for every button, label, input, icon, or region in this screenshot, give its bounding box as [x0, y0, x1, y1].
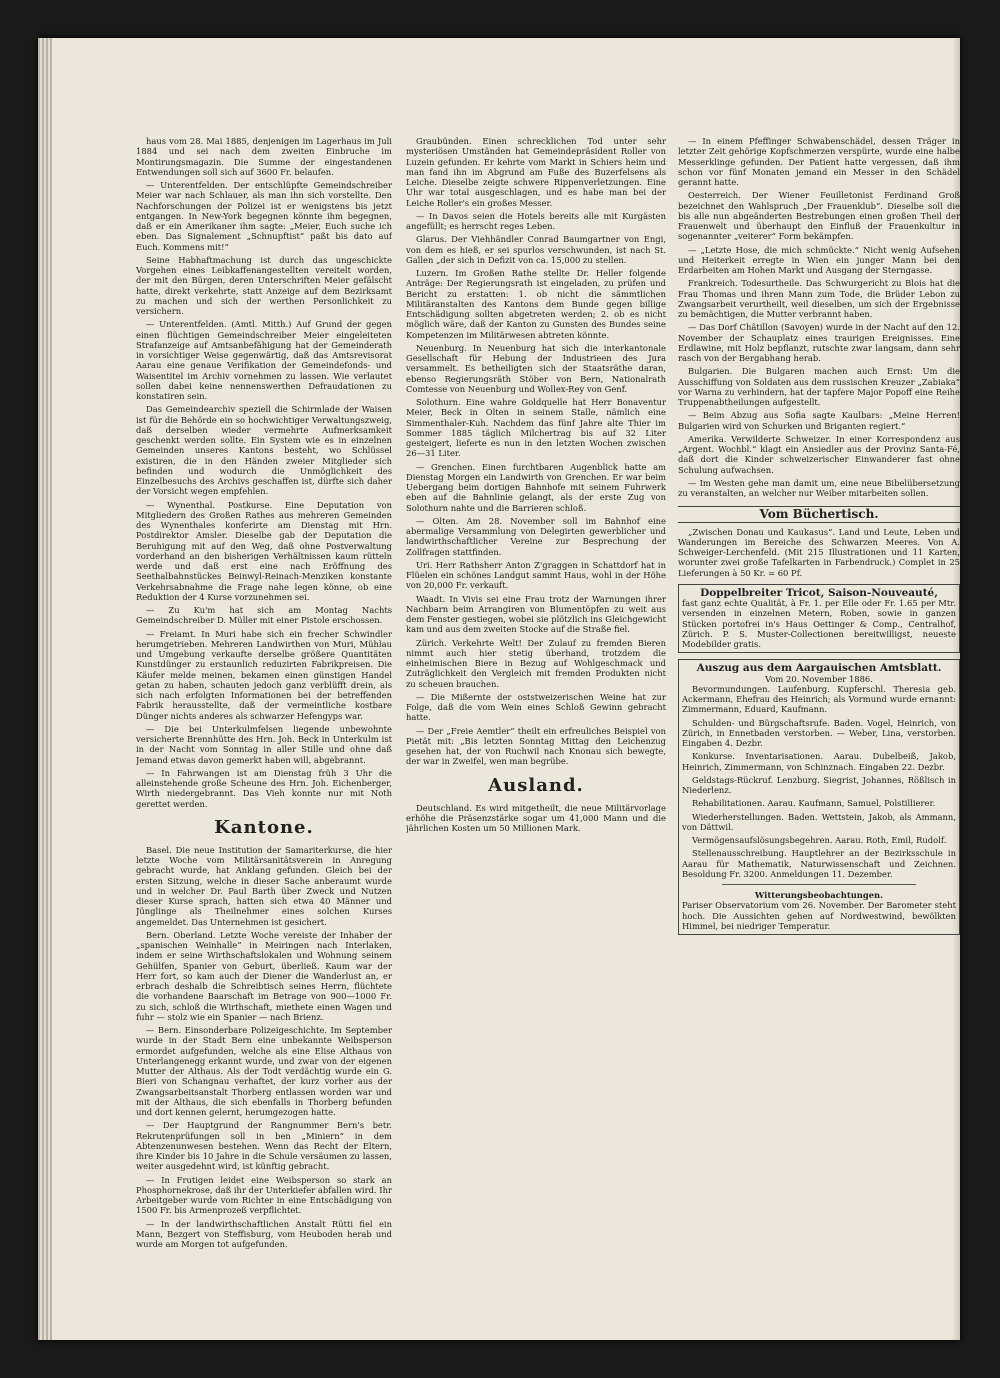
- section-title-buechertisch: Vom Büchertisch.: [678, 506, 960, 522]
- amtsblatt-items: [682, 684, 956, 879]
- column1-a-paragraph: haus vom 28. Mai 1885, denjenigen im Lagerhaus im Juli 1884 und sei nach dem zweiten Einbruche im Montirungsmagazin. Die Summe der eingestandenen Entwendungen soll sich auf 3600 Fr. belaufen.: [136, 136, 392, 177]
- column1-a-paragraph: — Unterentfelden. Der entschlüpfte Gemeindschreiber Meier war nach Schlauer, als man ihn sich vorstellte. Den Nachforschungen der Polizei ist er wenigstens bis jetzt entgangen. In New-York begegnen könnte ihm begegnen, daß er ein Amerikaner ihm sagte: „Meier, Euch suche ich eben. Das Signalement „Schnupftist“ paßt bis dato auf Euch. Kommens mit!“: [136, 180, 392, 252]
- column2-a-paragraph: Solothurn. Eine wahre Goldquelle hat Herr Bonaventur Meier, Beck in Olten in seinem Stalle, nämlich eine Simmenthaler-Kuh. Nachdem das fünf Jahre alte Thier im Sommer 1885 täglich Milchertrag bis auf 32 Liter gesteigert, lieferte es nun in den letzten Wochen zwischen 26—31 Liter.: [406, 397, 666, 459]
- amtsblatt-date: Vom 20. November 1886.: [765, 673, 873, 684]
- newspaper-page: [38, 38, 960, 1340]
- column2-a-paragraph: Luzern. Im Großen Rathe stellte Dr. Heller folgende Anträge: Der Regierungsrath ist eingeladen, zu prüfen und Bericht zu erstatten: 1. ob nicht die sämmtlichen Militäranstalten des Kantons dem Bunde gegen billige Entschädigung sollten abgetreten werden; 2. ob es nicht möglich wäre, daß der Kanton zu Gunsten des Bundes seine Kompetenzen im Militärwesen abtreten könnte.: [406, 268, 666, 340]
- column1-b-paragraph: Basel. Die neue Institution der Samariterkurse, die hier letzte Woche vom Militärsanitätsverein in Anregung gebracht wurde, hat Anklang gefunden. Gleich bei der ersten Sitzung, welche in dieser Sache anberaumt wurde und in welcher Dr. Paul Barth über Zweck und Nutzen dieser Kurse sprach, hatten sich etwa 40 Männer und Jünglinge als Theilnehmer eines solchen Kurses angemeldet. Das Unternehmen ist gesichert.: [136, 844, 392, 927]
- column3-a-paragraph: Oesterreich. Der Wiener Feuilletonist Ferdinand Groß bezeichnet den Wahlspruch „Der Frauenklub“. Dieselbe soll die bis alle nun abgeänderten Bestrebungen einen großen Theil der Frauenwelt und überhaupt den Einfluß der Frauenkultur in sogenannter „veiterer“ Form bekämpfen.: [678, 190, 960, 242]
- column1-a-paragraph: Das Gemeindearchiv speziell die Schirmlade der Waisen ist für die Behörde ein so hochwichtiger Verwaltungszweig, daß derselben wieder vermehrte Aufmerksamkeit geschenkt werden sollte. Ein System wie es in einzelnen Gemeinden unseres Kantons besteht, wo Schlüssel existiren, die in den Händen zweier Mitglieder sich befinden und wodurch die Unmöglichkeit des Einzelbesuchs des Archivs geschaffen ist, dürfte sich daher der Vorsicht wegen empfehlen.: [136, 404, 392, 497]
- column-2-paragraphs-2: [406, 803, 666, 834]
- ad-text: fast ganz echte Qualität, à Fr. 1. per Elle oder Fr. 1.65 per Mtr. versenden in einzelnen Metern, Roben, sowie in ganzen Stücken portofrei in's Haus Oettinger & Comp., Centralhof, Zürich. P. S. Muster-Collectionen bereitwilligst, neueste Modebilder gratis.: [682, 598, 956, 649]
- column2-a-paragraph: — Grenchen. Einen furchtbaren Augenblick hatte am Dienstag Morgen ein Landwirth von Grenchen. Er war beim Uebergang beim dortigen Bahnhofe mit seinem Fuhrwerk eben auf die Bahnlinie gelangt, als der erste Zug von Solothurn nahte und die Barrieren schloß.: [406, 461, 666, 513]
- amtsblatt-paragraph: Geldstags-Rückruf. Lenzburg. Siegrist, Johannes, Rößlisch in Niederlenz.: [682, 774, 956, 795]
- column-1-paragraphs-2: [136, 845, 392, 1250]
- column-2: [406, 136, 666, 1376]
- column2-a-paragraph: — Die Mißernte der oststweizerischen Weine hat zur Folge, daß die vom Wein eines Schloß Gewinn gebracht hatte.: [406, 691, 666, 723]
- column3-a-paragraph: Amerika. Verwilderte Schweizer. In einer Korrespondenz aus „Argent. Wochbl.“ klagt ein Ansiedler aus der Provinz Santa-Fé, daß dort die Kinder schweizerischer Einwanderer fast ohne Schulung aufwachsen.: [678, 433, 960, 475]
- column2-a-paragraph: Glarus. Der Viehhändler Conrad Baumgartner von Engi, von dem es hieß, er sei spurlos verschwunden, ist nach St. Gallen „der sich in Defizit von ca. 15,000 zu stellen.: [406, 234, 666, 265]
- column1-b-paragraph: — Bern. Einsonderbare Polizeigeschichte. Im September wurde in der Stadt Bern eine unbekannte Weibsperson ermordet aufgefunden, welche als eine Elise Althaus von Unterlangenegg erkannt wurde, und zwar von der eigenen Mutter der Althaus. Als der Todt verdächtig wurde ein G. Bieri von Schangnau verhaftet, der kurz vorher aus der Zwangsarbeitsanstalt Thorberg entlassen worden war und mit der Althaus, die sich ebenfalls in Thorberg befunden und dort kennen gelernt, herumgezogen hatte.: [136, 1025, 392, 1117]
- column3-a-paragraph: — Beim Abzug aus Sofia sagte Kaulbars: „Meine Herren! Bulgarien wird von Schurken und Briganten regiert.“: [678, 410, 960, 431]
- divider: [722, 884, 916, 885]
- amtsblatt-box: [678, 659, 960, 935]
- column-3: [678, 136, 960, 1376]
- column3-a-paragraph: Bulgarien. Die Bulgaren machen auch Ernst: Um die Ausschiffung von Soldaten aus dem russischen Kreuzer „Zabiaka“ vor Warna zu verhindern, hat der tapfere Major Popoff eine Reihe Truppenabtheilungen aufgestellt.: [678, 366, 960, 407]
- column2-a-paragraph: Zürich. Verkehrte Welt! Der Zulauf zu fremden Bieren nimmt auch hier stetig überhand, trotzdem die einheimischen Biere in Bezug auf Wohlgeschmack und Zuträglichkeit den Vergleich mit fremden Produkten nicht zu scheuen brauchen.: [406, 637, 666, 689]
- column1-b-paragraph: — In der landwirthschaftlichen Anstalt Rütti fiel ein Mann, Bezgert von Steffisburg, vom Heuboden herab und wurde am Morgen tot aufgefunden.: [136, 1218, 392, 1249]
- book-review: „Zwischen Donau und Kaukasus“. Land und Leute, Leben und Wanderungen im Bereiche des Schwarzen Meeres. Von A. Schweiger-Lerchenfeld. (Mit 215 Illustrationen und 11 Karten, worunter zwei große Tafelkarten in Farbendruck.) Complet in 25 Lieferungen à 50 Kr. = 60 Pf.: [678, 526, 960, 578]
- column-1-paragraphs: [136, 136, 392, 809]
- amtsblatt-paragraph: Bevormundungen. Laufenburg. Kupferschl. Theresia geb. Ackermann, Ehefrau des Heinrich; als Vormund wurde ernannt: Zimmermann, Eduard, Kaufmann.: [682, 683, 956, 715]
- column1-a-paragraph: — Zu Ku'm hat sich am Montag Nachts Gemeindschreiber D. Müller mit einer Pistole erschossen.: [136, 605, 392, 626]
- column3-a-paragraph: — Im Westen gehe man damit um, eine neue Bibelübersetzung zu veranstalten, an welcher nur Weiber mitarbeiten sollen.: [678, 477, 960, 498]
- column2-a-paragraph: — Olten. Am 28. November soll im Bahnhof eine abermalige Versammlung von Delegirten gewerblicher und landwirthschaftlicher Vereine zur Besprechung der Zollfragen stattfinden.: [406, 515, 666, 557]
- column3-a-paragraph: — „Letzte Hose, die mich schmückte.“ Nicht wenig Aufsehen und Heiterkeit erregte in Wien ein junger Mann bei den Erdarbeiten am Hohen Markt und Ausgang der Sterngasse.: [678, 244, 960, 275]
- column1-a-paragraph: — Unterentfelden. (Amtl. Mitth.) Auf Grund der gegen einen flüchtigen Gemeindschreiber Meier eingeleiteten Strafanzeige auf Amtsanbefähigung hat der Gemeinderath in vorsichtiger Weise gegenwärtig, daß das Amtsrevisorat Aarau eine genaue Verifikation der Gemeindefonds- und Waisentitel im Archiv vornehmen zu lassen. Wie verlautet sollen dabei keine nennenswerthen Defraudationen zu konstatiren sein.: [136, 319, 392, 401]
- amtsblatt-paragraph: Wiederherstellungen. Baden. Wettstein, Jakob, als Ammann, von Dättwil.: [682, 811, 956, 832]
- column1-a-paragraph: — Freiamt. In Muri habe sich ein frecher Schwindler herumgetrieben. Mehreren Landwirthen von Muri, Mühlau und Umgebung verkaufte derselbe größere Quantitäten Kunstdünger zu erstaunlich reduzirten Fabrikpreisen. Die Käufer melde meinen, bekamen einen günstigen Handel getan zu haben, schauten jedoch ganz verblüfft drein, als sich nach erfolgten Informationen bei der betreffenden Fabrik herausstellte, daß der vermeintliche kostbare Dünger nichts anderes als schwarzer Hefengyps war.: [136, 628, 392, 721]
- column2-b-paragraph: Deutschland. Es wird mitgetheilt, die neue Militärvorlage erhöhe die Präsenzstärke sogar um 41,000 Mann und die jährlichen Kosten um 50 Millionen Mark.: [406, 802, 666, 833]
- amtsblatt-paragraph: Schulden- und Bürgschaftsrufe. Baden. Vogel, Heinrich, von Zürich, in Ennetbaden verstorben. — Weber, Lina, verstorben. Eingaben 4. Dezbr.: [682, 717, 956, 748]
- column1-a-paragraph: — Wynenthal. Postkurse. Eine Deputation von Mitgliedern des Großen Rathes aus mehreren Gemeinden des Wynenthales konferirte am Dienstag mit Hrn. Postdirektor Amsler. Dieselbe gab der Deputation die Beruhigung mit auf den Weg, daß ohne Postverwaltung vorderhand an den bisherigen Verhältnissen kaum rütteln werde und daß erst eine nach Eröffnung des Seethalbahnstückes Beinwyl-Reinach-Menziken konstante Verkehrsabnahme die Frage nahe legen könne, ob eine Reduktion der 4 Kurse vorzunehmen sei.: [136, 499, 392, 602]
- section-title-kantone: Kantone.: [214, 816, 314, 838]
- column2-a-paragraph: — Der „Freie Aemtler“ theilt ein erfreuliches Beispiel von Pietät mit: „Bis letzten Sonntag Mittag den Leichenzug gesehen hat, der von Ruchwil nach Knonau sich bewegte, der war in Zweifel, wen man begrübe.: [406, 725, 666, 767]
- column2-a-paragraph: Waadt. In Vivis sei eine Frau trotz der Warnungen ihrer Nachbarn beim Arrangiren von Blumentöpfen zu weit aus dem Fenster gestiegen, wobei sie plötzlich ins Gleichgewicht kam und aus dem zweiten Stocke auf die Straße fiel.: [406, 593, 666, 635]
- weather-text: Pariser Observatorium vom 26. November. Der Barometer steht hoch. Die Aussichten gehen auf Nordwestwind, bewölkten Himmel, bei niedriger Temperatur.: [682, 900, 956, 931]
- weather-title: Witterungsbeobachtungen.: [754, 890, 884, 900]
- amtsblatt-paragraph: Rehabilitationen. Aarau. Kaufmann, Samuel, Polstillierer.: [692, 798, 936, 809]
- column2-a-paragraph: Uri. Herr Rathsherr Anton Z'graggen in Schattdorf hat in Flüelen ein schönes Landgut sammt Haus, wohl in der Höhe von 20,000 Fr. verkauft.: [406, 559, 666, 591]
- section-title-ausland: Ausland.: [488, 774, 584, 796]
- column2-a-paragraph: — In Davos seien die Hotels bereits alle mit Kurgästen angefüllt; es herrscht reges Leben.: [406, 210, 666, 231]
- column1-a-paragraph: — Die bei Unterkulmfelsen liegende unbewohnte versicherte Brennhütte des Hrn. Joh. Beck in Unterkulm ist in der Nacht vom Sonntag in aller Stille und ohne daß Jemand etwas davon gemerkt haben will, abgebrannt.: [136, 723, 392, 765]
- column-3-paragraphs: [678, 136, 960, 498]
- column1-a-paragraph: — In Fahrwangen ist am Dienstag früh 3 Uhr die alleinstehende große Scheune des Hrn. Joh. Eichenberger, Wirth niedergebrannt. Das Vieh konnte nur mit Noth gerettet werden.: [136, 767, 392, 809]
- column2-a-paragraph: Graubünden. Einen schrecklichen Tod unter sehr mysteriösen Umständen hat Gemeindepräsident Roller von Luzein gefunden. Er kehrte vom Markt in Schiers heim und man fand ihn im Abgrund am Fuße des Buzerfelsens als Leiche. Dieselbe zeigte schwere Rippenverletzungen. Eine Uhr war total ausgeschlagen, und es habe man bei der Leiche Roller's ein großes Messer.: [406, 136, 666, 208]
- column-2-paragraphs: [406, 136, 666, 767]
- column1-b-paragraph: Bern. Oberland. Letzte Woche vereiste der Inhaber der „spanischen Weinhalle“ in Meiringen nach Interlaken, indem er seine Wirthschaftslokalen und Wohnung seinem Gehülfen, Spanier von Geburt, überließ. Kaum war der Herr fort, so kam auch der Diener die Wanderlust an, er erbrach deshalb die Schreibtisch seines Herrn, flüchtete die vorhandene Baarschaft im Betrage von 900—1000 Fr. zu sich, schloß die Wirthschaft, miethete einen Wagen und fuhr — stolz wie ein Spanier — nach Brienz.: [136, 929, 392, 1022]
- column2-a-paragraph: Neuenburg. In Neuenburg hat sich die interkantonale Gesellschaft für Hebung der Industrieen des Jura versammelt. Es betheiligten sich der Staatsräthe daran, ebenso Regierungsräth Stöber von Bern, Nationalrath Comtesse von Neuenburg und Wollex-Rey von Genf.: [406, 342, 666, 394]
- amtsblatt-title: Auszug aus dem Aargauischen Amtsblatt.: [696, 662, 942, 675]
- advertisement: [678, 584, 960, 654]
- column3-a-paragraph: Frankreich. Todesurtheile. Das Schwurgericht zu Blois hat die Frau Thomas und ihren Mann zum Tode, die Brüder Lebon zu Zwangsarbeit verurtheilt, weil dieselben, um sich der Ergebnisse zu bemächtigen, die Mutter verbrannt haben.: [678, 278, 960, 319]
- column3-a-paragraph: — In einem Pfeffinger Schwabenschädel, dessen Träger in letzter Zeit gehörige Kopfschmerzen verspürte, wurde eine halbe Messerklinge gefunden. Der Patient hatte vergessen, daß ihm schon vor fünf Monaten jemand ein Messer in den Schädel gerannt hatte.: [678, 136, 960, 187]
- column1-b-paragraph: — In Frutigen leidet eine Weibsperson so stark an Phosphornekrose, daß ihr der Unterkiefer abfallen wird. Ihr Arbeitgeber wurde vom Richter in eine Entschädigung von 1500 Fr. bis Armenprozeß verpflichtet.: [136, 1174, 392, 1216]
- amtsblatt-paragraph: Konkurse. Inventarisationen. Aarau. Dubelbeiß, Jakob, Heinrich, Zimmermann, von Schinznach. Eingaben 22. Dezbr.: [682, 751, 956, 772]
- amtsblatt-paragraph: Vermögensaufslösungsbegehren. Aarau. Roth, Emil, Rudolf.: [692, 835, 947, 845]
- ad-title: Doppelbreiter Tricot, Saison-Nouveauté,: [700, 586, 938, 599]
- column-1: [136, 136, 392, 1376]
- amtsblatt-paragraph: Stellenausschreibung. Hauptlehrer an der Bezirksschule in Aarau für Mathematik, Naturwissenschaft und Zeichnen. Besoldung Fr. 3200. Anmeldungen 11. Dezember.: [682, 848, 956, 879]
- column1-b-paragraph: — Der Hauptgrund der Rangnummer Bern's betr. Rekrutenprüfungen soll in ben „Miniern“ in dem Abtenzenunwesen bestehen. Wenn das Recht der Eltern, ihre Kinder bis 10 Jahre in die Schule versäumen zu lassen, weiter ausgedehnt wird, ist künftig gebracht.: [136, 1120, 392, 1172]
- column1-a-paragraph: Seine Habhaftmachung ist durch das ungeschickte Vorgehen eines Leibkaffenangestellten vereitelt worden, der mit den Bürgen, deren Unterschriften Meier gefälscht hatte, direkt verkehrte, statt Anzeige auf dem Bezirksamt zu machen und sich der werthen Personlichkeit zu versichern.: [136, 254, 392, 316]
- column3-a-paragraph: — Das Dorf Châtillon (Savoyen) wurde in der Nacht auf den 12. November der Schauplatz eines traurigen Ereignisses. Eine Erdlawine, mit Holz bepflanzt, rutschte zwar langsam, dann sehr rasch von der Bergabhang herab.: [678, 322, 960, 363]
